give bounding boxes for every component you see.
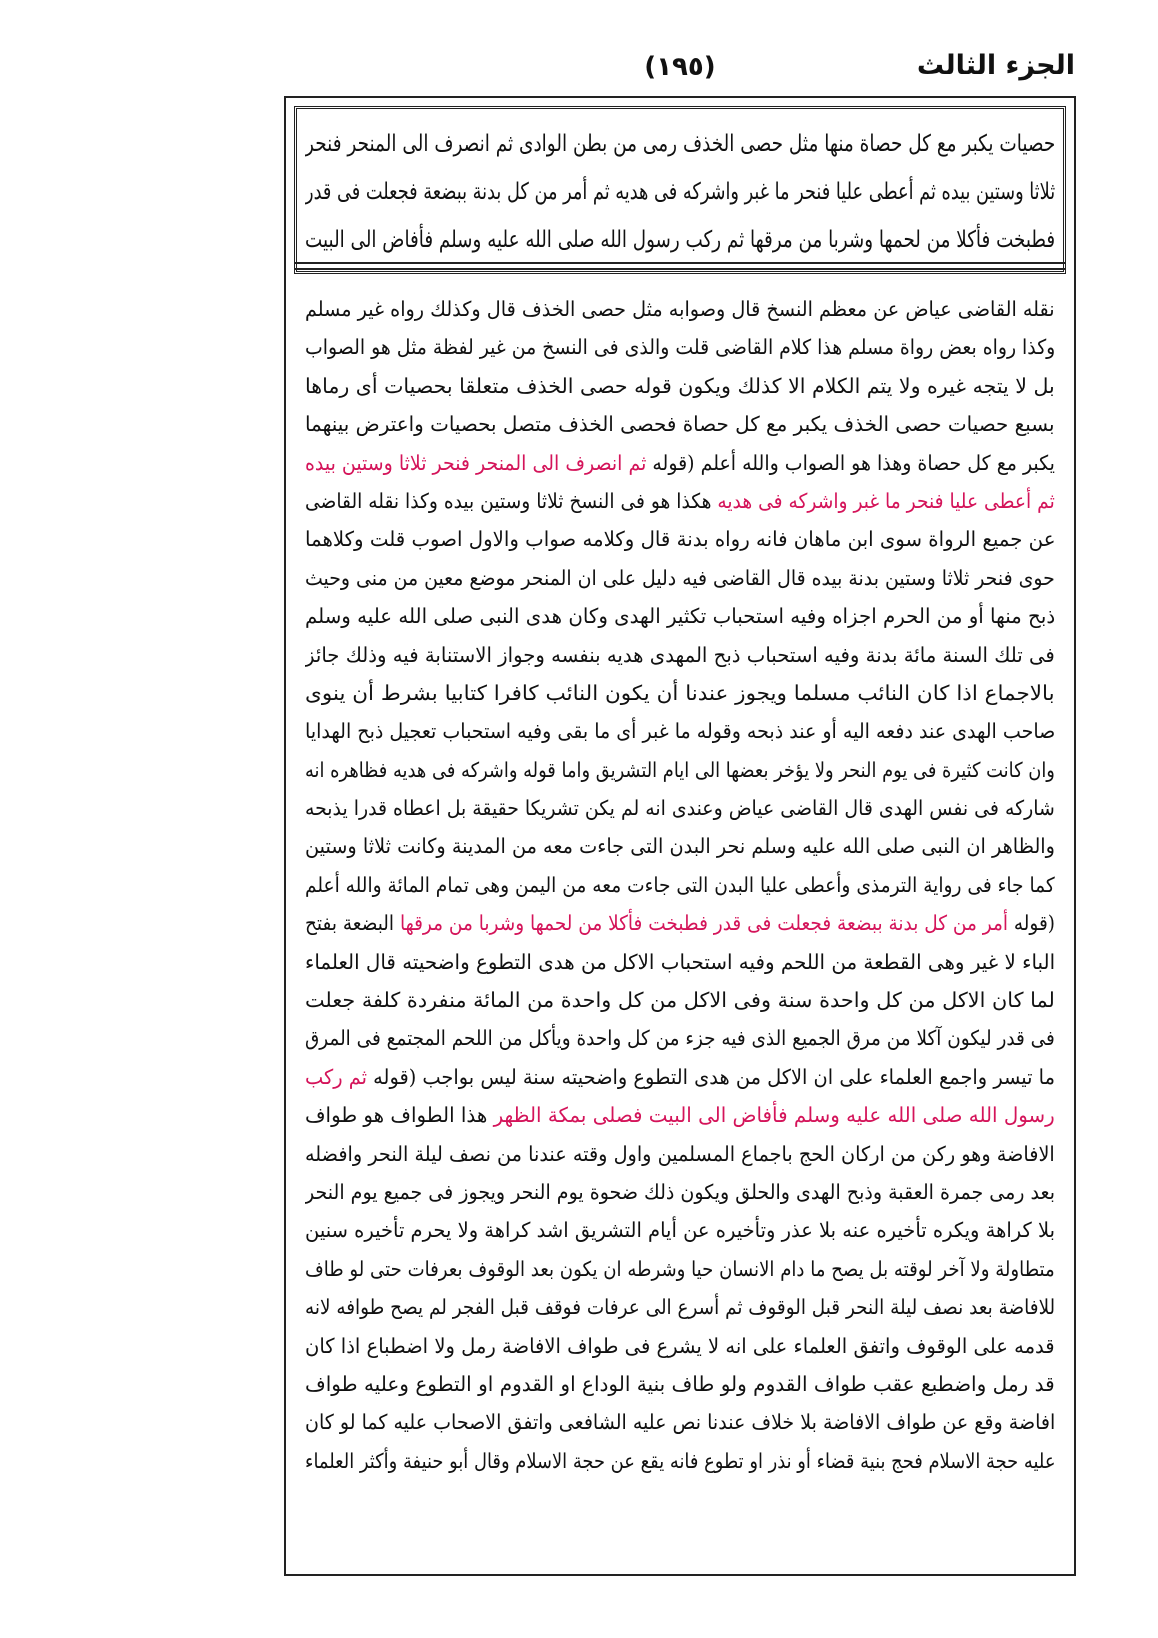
commentary-text: حوى فنحر ثلاثا وستين بدنة بيده قال القاضى فيه دليل على ان المنحر موضع معين من منى وحيث (305, 565, 1055, 590)
commentary-line (305, 367, 1055, 405)
commentary-line (305, 597, 1055, 635)
commentary-line (305, 1288, 1055, 1326)
commentary-line (305, 405, 1055, 443)
quoted-hadith-text: رسول الله صلى الله عليه وسلم فأفاض الى البيت فصلى بمكة الظهر (493, 1103, 1055, 1128)
commentary-text: وكذا رواه بعض رواة مسلم هذا كلام القاضى قلت والذى فى النسخ من غير لفظة مثل هو الصواب (305, 335, 1055, 360)
main-text-line: حصيات يكبر مع كل حصاة منها مثل حصى الخذف رمى من بطن الوادى ثم انصرف الى المنحر فنحر (305, 131, 1055, 157)
commentary-text: قد رمل واضطبع عقب طواف القدوم ولو طاف بنية الوداع او القدوم او التطوع وعليه طواف (305, 1371, 1055, 1396)
commentary-text: بل لا يتجه غيره ولا يتم الكلام الا كذلك ويكون قوله حصى الخذف متعلقا بحصيات أى رماها (305, 373, 1055, 398)
commentary-text: بعد رمى جمرة العقبة وذبح الهدى والحلق ويكون ذلك ضحوة يوم النحر ويجوز فى جميع يوم النحر (305, 1179, 1055, 1204)
commentary-text: افاضة وقع عن طواف الافاضة بلا خلاف عندنا نص عليه الشافعى واتفق الاصحاب عليه كما لو كان (305, 1410, 1055, 1435)
commentary-line (305, 520, 1055, 558)
main-text (305, 120, 1055, 264)
commentary-text: نقله القاضى عياض عن معظم النسخ قال وصوابه مثل حصى الخذف قال وكذلك رواه غير مسلم (305, 297, 1055, 321)
commentary-text: (قوله (1007, 911, 1055, 936)
commentary-text: بسبع حصيات حصى الخذف يكبر مع كل حصاة فحصى الخذف متصل بحصيات واعترض بينهما (305, 412, 1055, 437)
commentary-line (305, 1211, 1055, 1249)
commentary-line (305, 827, 1055, 865)
commentary-line (305, 559, 1055, 597)
commentary-text: يكبر مع كل حصاة وهذا هو الصواب والله أعلم (قوله (646, 450, 1055, 475)
main-text-line: فطبخت فأكلا من لحمها وشربا من مرقها ثم ركب رسول الله صلى الله عليه وسلم فأفاض الى البيت (305, 227, 1055, 253)
commentary-text: شاركه فى نفس الهدى قال القاضى عياض وعندى انه لم يكن تشريكا حقيقة بل اعطاه قدرا يذبحه (305, 796, 1055, 821)
commentary-line (305, 1250, 1055, 1288)
commentary-text: والظاهر ان النبى صلى الله عليه وسلم نحر البدن التى جاءت معه من المدينة وكانت ثلاثا وستين (305, 834, 1055, 859)
commentary-line (305, 981, 1055, 1019)
page-number: (١٩٥) (644, 52, 716, 82)
commentary-text: هكذا هو فى النسخ ثلاثا وستين بيده وكذا نقله القاضى (305, 488, 718, 513)
commentary-line (305, 290, 1055, 328)
commentary-text: عن جميع الرواة سوى ابن ماهان فانه رواه بدنة قال وكلامه صواب والاول اصوب قلت وكلاهما (305, 527, 1055, 552)
commentary-text: وان كانت كثيرة فى يوم النحر ولا يؤخر بعضها الى ايام التشريق واما قوله واشركه فى هديه فظاهره انه (305, 757, 1055, 782)
commentary (305, 290, 1055, 1480)
commentary-line (305, 789, 1055, 827)
page-header (285, 38, 1075, 98)
commentary-line (305, 636, 1055, 674)
commentary-text: ذبح منها أو من الحرم اجزاه وفيه استحباب تكثير الهدى وكان هدى النبى صلى الله عليه وسلم (305, 604, 1055, 629)
commentary-line (305, 328, 1055, 366)
quoted-hadith-text: أمر من كل بدنة ببضعة فجعلت فى قدر فطبخت فأكلا من لحمها وشربا من مرقها (399, 911, 1008, 936)
commentary-line (305, 1442, 1055, 1480)
commentary-text: الافاضة وهو ركن من اركان الحج باجماع المسلمين واول وقته عندنا من نصف ليلة النحر وافضله (305, 1141, 1055, 1166)
main-text-line: ثلاثا وستين بيده ثم أعطى عليا فنحر ما غبر واشركه فى هديه ثم أمر من كل بدنة ببضعة فجعلت فى قدر (305, 179, 1055, 205)
commentary-text: البضعة بفتح (305, 911, 400, 936)
commentary-text: كما جاء فى رواية الترمذى وأعطى عليا البدن التى جاءت معه من اليمن وهى تمام المائة والله أعلم (305, 872, 1055, 897)
commentary-line (305, 1173, 1055, 1211)
part-title: الجزء الثالث (916, 50, 1075, 81)
commentary-line (305, 1365, 1055, 1403)
divider-rule-bottom (294, 268, 1066, 270)
quoted-hadith-text: ثم ركب (305, 1064, 368, 1089)
commentary-line (305, 1135, 1055, 1173)
commentary-text: عليه حجة الاسلام فحج بنية قضاء أو نذر او تطوع فانه يقع عن حجة الاسلام وقال أبو حنيفة وأكثر العلماء (305, 1448, 1055, 1473)
commentary-text: لما كان الاكل من كل واحدة سنة وفى الاكل من كل واحدة من المائة منفردة كلفة جعلت (305, 988, 1055, 1013)
commentary-line (305, 1403, 1055, 1441)
commentary-line (305, 1058, 1055, 1096)
commentary-line (305, 674, 1055, 712)
commentary-line (305, 1019, 1055, 1057)
commentary-text: فى تلك السنة مائة بدنة وفيه استحباب ذبح المهدى هديه بنفسه وجواز الاستنابة فيه وذلك جائز (305, 642, 1055, 667)
commentary-line (305, 751, 1055, 789)
commentary-line (305, 712, 1055, 750)
commentary-text: الباء لا غير وهى القطعة من اللحم وفيه استحباب الاكل من هدى التطوع واضحيته قال العلماء (305, 949, 1055, 974)
commentary-text: بالاجماع اذا كان النائب مسلما ويجوز عندنا أن يكون النائب كافرا كتابيا بشرط أن ينوى (305, 680, 1055, 705)
commentary-text: صاحب الهدى عند دفعه اليه أو عند ذبحه وقوله ما غبر أى ما بقى وفيه استحباب تعجيل ذبح الهدايا (305, 719, 1055, 744)
commentary-text: بلا كراهة ويكره تأخيره عنه بلا عذر وتأخيره عن أيام التشريق اشد كراهة ولا يحرم تأخيره سنين (305, 1218, 1055, 1243)
commentary-line (305, 904, 1055, 942)
commentary-line (305, 866, 1055, 904)
commentary-line (305, 1327, 1055, 1365)
quoted-hadith-text: ثم أعطى عليا فنحر ما غبر واشركه فى هديه (717, 488, 1055, 513)
commentary-line (305, 444, 1055, 482)
commentary-line (305, 482, 1055, 520)
commentary-text: فى قدر ليكون آكلا من مرق الجميع الذى فيه جزء من كل واحدة ويأكل من اللحم المجتمع فى المرق (305, 1026, 1055, 1051)
quoted-hadith-text: ثم انصرف الى المنحر فنحر ثلاثا وستين بيده (305, 450, 647, 475)
commentary-text: للافاضة بعد نصف ليلة النحر قبل الوقوف ثم أسرع الى عرفات فوقف قبل الفجر لم يصح طوافه لانه (305, 1295, 1055, 1320)
commentary-text: متطاولة ولا آخر لوقته بل يصح ما دام الانسان حيا وشرطه ان يكون بعد الوقوف بعرفات حتى لو طاف (305, 1256, 1055, 1281)
commentary-line (305, 943, 1055, 981)
commentary-line (305, 1096, 1055, 1134)
commentary-text: ما تيسر واجمع العلماء على ان الاكل من هدى التطوع واضحيته سنة ليس بواجب (قوله (367, 1064, 1055, 1089)
commentary-text: هذا الطواف هو طواف (305, 1103, 494, 1128)
commentary-text: قدمه على الوقوف واتفق العلماء على انه لا يشرع فى طواف الافاضة رمل ولا اضطباع اذا كان (305, 1333, 1055, 1358)
